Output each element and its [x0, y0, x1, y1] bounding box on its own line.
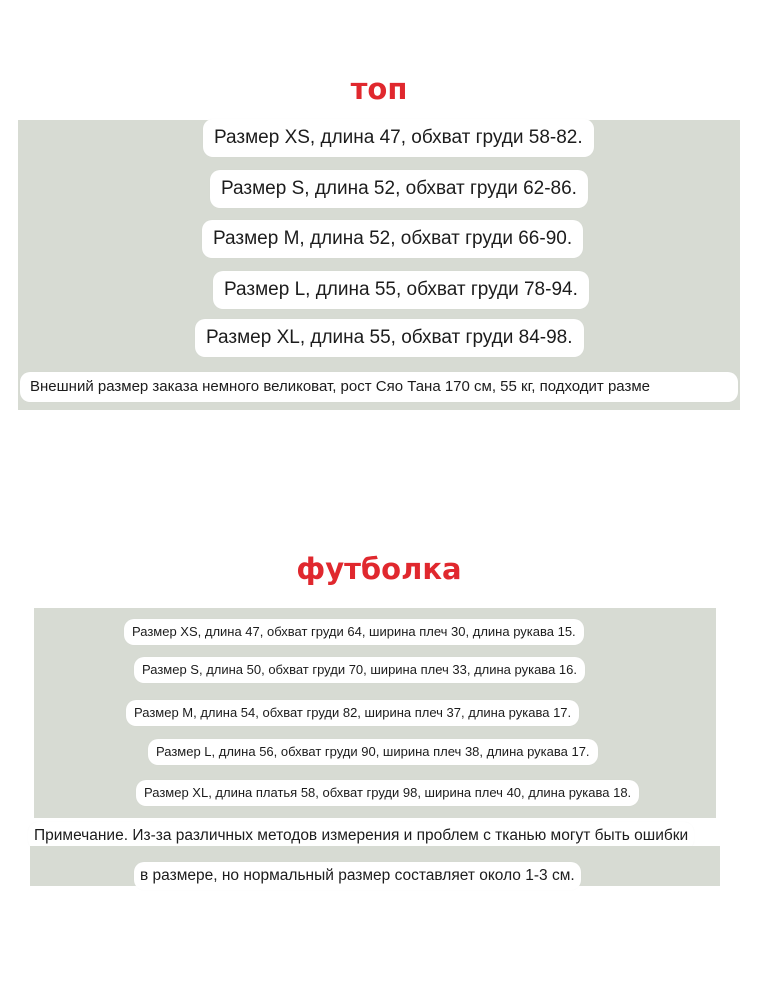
top-section-heading: топ: [350, 72, 408, 106]
top-fit-note: Внешний размер заказа немного великоват, рост Сяо Тана 170 см, 55 кг, подходит разме: [20, 372, 738, 402]
tshirt-size-s: Размер S, длина 50, обхват груди 70, ширина плеч 33, длина рукава 16.: [134, 657, 585, 683]
tshirt-note-line1: Примечание. Из-за различных методов измерения и проблем с тканью могут быть ошибки: [28, 822, 694, 850]
top-size-panel: [18, 120, 740, 410]
top-size-m: Размер M, длина 52, обхват груди 66-90.: [202, 220, 583, 258]
tshirt-section-heading: футболка: [296, 552, 462, 586]
tshirt-size-m: Размер M, длина 54, обхват груди 82, ширина плеч 37, длина рукава 17.: [126, 700, 579, 726]
top-size-xs: Размер XS, длина 47, обхват груди 58-82.: [203, 119, 594, 157]
tshirt-size-xs: Размер XS, длина 47, обхват груди 64, ширина плеч 30, длина рукава 15.: [124, 619, 584, 645]
top-size-xl: Размер XL, длина 55, обхват груди 84-98.: [195, 319, 584, 357]
tshirt-note-line2: в размере, но нормальный размер составляет около 1-3 см.: [134, 862, 581, 890]
top-size-l: Размер L, длина 55, обхват груди 78-94.: [213, 271, 589, 309]
tshirt-size-l: Размер L, длина 56, обхват груди 90, ширина плеч 38, длина рукава 17.: [148, 739, 598, 765]
tshirt-size-xl: Размер XL, длина платья 58, обхват груди 98, ширина плеч 40, длина рукава 18.: [136, 780, 639, 806]
top-size-s: Размер S, длина 52, обхват груди 62-86.: [210, 170, 588, 208]
